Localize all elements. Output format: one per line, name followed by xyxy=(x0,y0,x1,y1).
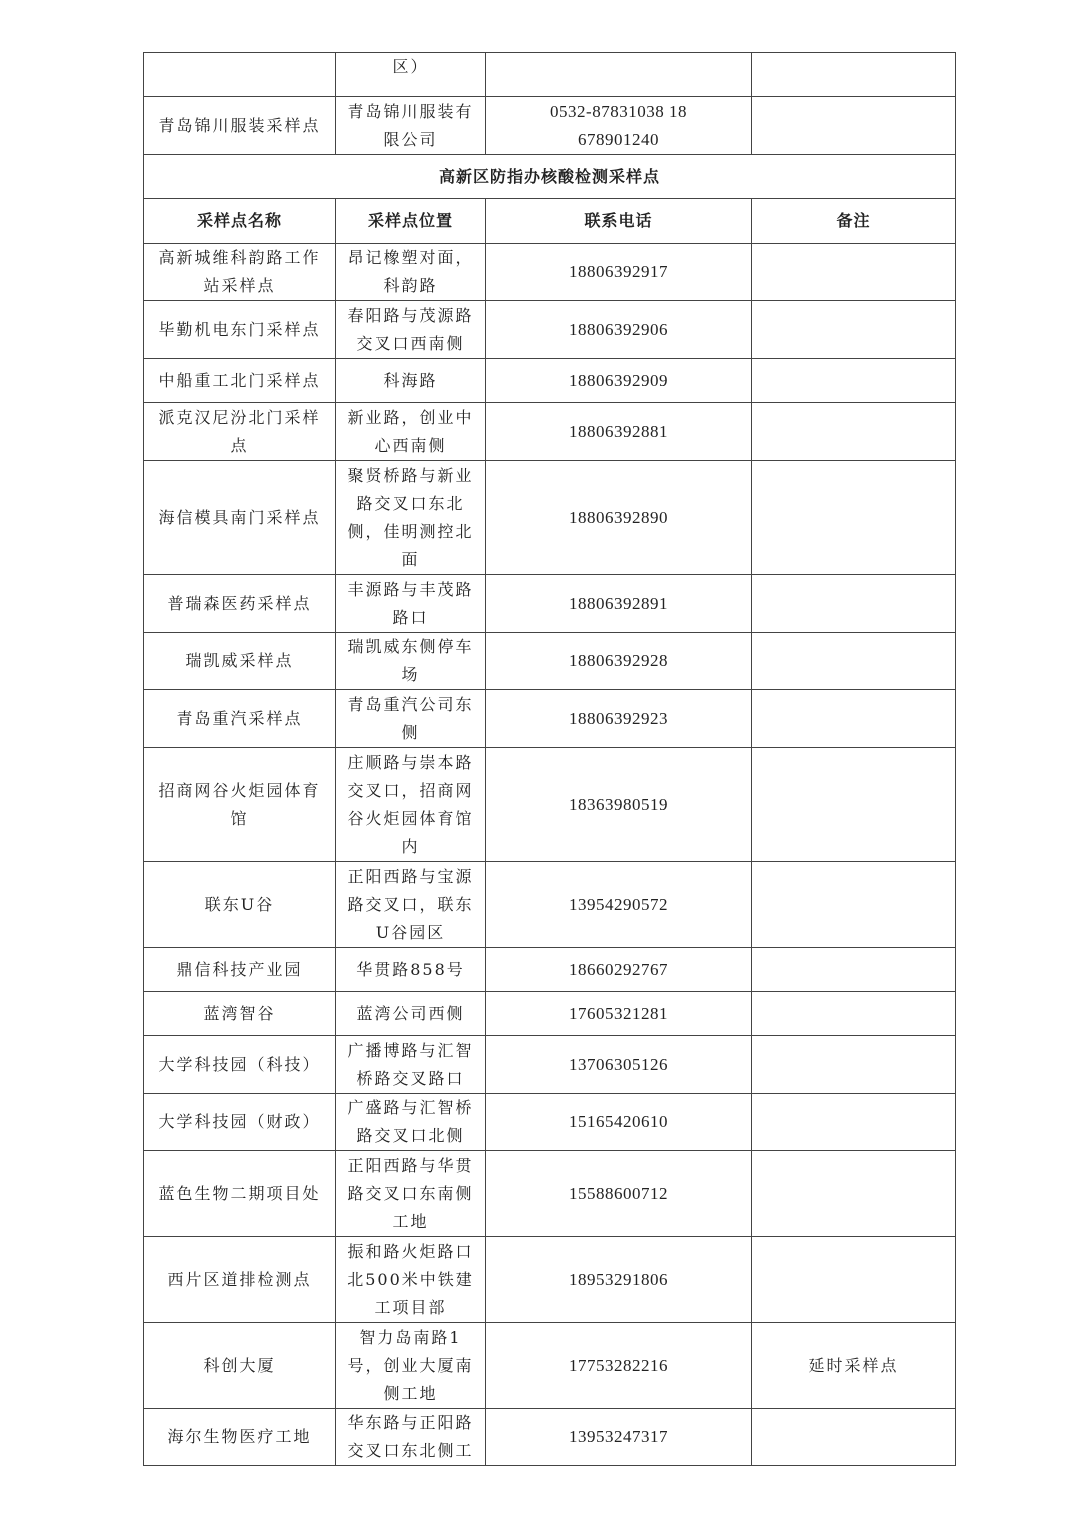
table-row xyxy=(144,1151,956,1237)
table-row xyxy=(144,1237,956,1323)
site-note-cell xyxy=(752,97,956,155)
site-name-cell: 派克汉尼汾北门采样点 xyxy=(144,403,336,461)
section-title-row xyxy=(144,155,956,199)
site-note-cell xyxy=(752,748,956,862)
table-row xyxy=(144,461,956,575)
site-name-cell: 中船重工北门采样点 xyxy=(144,359,336,403)
table-header-row xyxy=(144,199,956,244)
site-phone-cell: 18806392881 xyxy=(486,403,752,461)
site-location-cell: 振和路火炬路口北500米中铁建工项目部 xyxy=(336,1237,486,1323)
site-phone-cell: 15165420610 xyxy=(486,1094,752,1151)
site-phone-cell: 18806392928 xyxy=(486,633,752,690)
site-location-cell: 青岛锦川服装有限公司 xyxy=(336,97,486,155)
site-location-cell: 智力岛南路1号，创业大厦南侧工地 xyxy=(336,1323,486,1409)
site-name-cell: 大学科技园（科技） xyxy=(144,1036,336,1094)
site-location-cell: 青岛重汽公司东侧 xyxy=(336,690,486,748)
table-row xyxy=(144,748,956,862)
site-name-cell xyxy=(144,53,336,97)
site-location-cell: 科海路 xyxy=(336,359,486,403)
site-location-cell: 广盛路与汇智桥路交叉口北侧 xyxy=(336,1094,486,1151)
header-site-location: 采样点位置 xyxy=(336,199,486,244)
site-note-cell: 延时采样点 xyxy=(752,1323,956,1409)
site-phone-cell: 13953247317 xyxy=(486,1409,752,1466)
site-note-cell xyxy=(752,53,956,97)
site-note-cell xyxy=(752,948,956,992)
site-note-cell xyxy=(752,301,956,359)
site-location-cell: 聚贤桥路与新业路交叉口东北侧，佳明测控北面 xyxy=(336,461,486,575)
site-location-cell: 区） xyxy=(336,53,486,97)
site-note-cell xyxy=(752,1151,956,1237)
table-row xyxy=(144,359,956,403)
site-phone-cell: 18806392906 xyxy=(486,301,752,359)
site-location-cell: 新业路，创业中心西南侧 xyxy=(336,403,486,461)
table-row xyxy=(144,948,956,992)
site-name-cell: 招商网谷火炬园体育馆 xyxy=(144,748,336,862)
table-row xyxy=(144,301,956,359)
site-phone-cell: 18806392923 xyxy=(486,690,752,748)
table-row xyxy=(144,1323,956,1409)
site-location-cell: 蓝湾公司西侧 xyxy=(336,992,486,1036)
site-note-cell xyxy=(752,633,956,690)
site-location-cell: 正阳西路与华贯路交叉口东南侧工地 xyxy=(336,1151,486,1237)
site-phone-cell: 13706305126 xyxy=(486,1036,752,1094)
site-location-cell: 瑞凯威东侧停车场 xyxy=(336,633,486,690)
site-note-cell xyxy=(752,862,956,948)
site-name-cell: 海尔生物医疗工地 xyxy=(144,1409,336,1466)
header-phone: 联系电话 xyxy=(486,199,752,244)
site-location-cell: 庄顺路与崇本路交叉口，招商网谷火炬园体育馆内 xyxy=(336,748,486,862)
table-row xyxy=(144,690,956,748)
site-name-cell: 瑞凯威采样点 xyxy=(144,633,336,690)
site-phone-cell: 18660292767 xyxy=(486,948,752,992)
site-note-cell xyxy=(752,992,956,1036)
table-row xyxy=(144,1036,956,1094)
site-location-cell: 春阳路与茂源路交叉口西南侧 xyxy=(336,301,486,359)
site-name-cell: 鼎信科技产业园 xyxy=(144,948,336,992)
site-note-cell xyxy=(752,1094,956,1151)
site-phone-cell: 18953291806 xyxy=(486,1237,752,1323)
site-note-cell xyxy=(752,1409,956,1466)
site-phone-cell: 18363980519 xyxy=(486,748,752,862)
site-phone-cell: 13954290572 xyxy=(486,862,752,948)
site-note-cell xyxy=(752,575,956,633)
site-name-cell: 大学科技园（财政） xyxy=(144,1094,336,1151)
site-name-cell: 青岛锦川服装采样点 xyxy=(144,97,336,155)
table-row xyxy=(144,992,956,1036)
site-location-cell: 昂记橡塑对面，科韵路 xyxy=(336,244,486,301)
sampling-sites-table xyxy=(143,52,956,1466)
site-note-cell xyxy=(752,403,956,461)
table-row xyxy=(144,862,956,948)
section-title: 高新区防指办核酸检测采样点 xyxy=(144,155,956,199)
table-row xyxy=(144,575,956,633)
site-name-cell: 科创大厦 xyxy=(144,1323,336,1409)
site-phone-cell: 15588600712 xyxy=(486,1151,752,1237)
site-name-cell: 海信模具南门采样点 xyxy=(144,461,336,575)
site-name-cell: 青岛重汽采样点 xyxy=(144,690,336,748)
site-name-cell: 联东U谷 xyxy=(144,862,336,948)
table-row xyxy=(144,97,956,155)
site-phone-cell: 17753282216 xyxy=(486,1323,752,1409)
site-location-cell: 丰源路与丰茂路路口 xyxy=(336,575,486,633)
site-phone-cell: 18806392890 xyxy=(486,461,752,575)
header-site-name: 采样点名称 xyxy=(144,199,336,244)
site-name-cell: 毕勤机电东门采样点 xyxy=(144,301,336,359)
site-name-cell: 高新城维科韵路工作站采样点 xyxy=(144,244,336,301)
site-note-cell xyxy=(752,1036,956,1094)
site-phone-cell: 0532-87831038 18678901240 xyxy=(486,97,752,155)
table-row xyxy=(144,633,956,690)
site-location-cell: 华东路与正阳路交叉口东北侧工 xyxy=(336,1409,486,1466)
table-row xyxy=(144,1094,956,1151)
header-note: 备注 xyxy=(752,199,956,244)
site-phone-cell: 18806392917 xyxy=(486,244,752,301)
site-location-cell: 广播博路与汇智桥路交叉路口 xyxy=(336,1036,486,1094)
site-location-cell: 华贯路858号 xyxy=(336,948,486,992)
site-name-cell: 蓝色生物二期项目处 xyxy=(144,1151,336,1237)
table-row xyxy=(144,244,956,301)
site-phone-cell: 18806392909 xyxy=(486,359,752,403)
site-phone-cell xyxy=(486,53,752,97)
table-row xyxy=(144,403,956,461)
site-phone-cell: 18806392891 xyxy=(486,575,752,633)
site-location-cell: 正阳西路与宝源路交叉口，联东U谷园区 xyxy=(336,862,486,948)
table-row xyxy=(144,53,956,97)
site-note-cell xyxy=(752,359,956,403)
site-name-cell: 蓝湾智谷 xyxy=(144,992,336,1036)
site-note-cell xyxy=(752,690,956,748)
site-phone-cell: 17605321281 xyxy=(486,992,752,1036)
site-note-cell xyxy=(752,1237,956,1323)
site-note-cell xyxy=(752,461,956,575)
site-name-cell: 普瑞森医药采样点 xyxy=(144,575,336,633)
table-row xyxy=(144,1409,956,1466)
site-name-cell: 西片区道排检测点 xyxy=(144,1237,336,1323)
site-note-cell xyxy=(752,244,956,301)
